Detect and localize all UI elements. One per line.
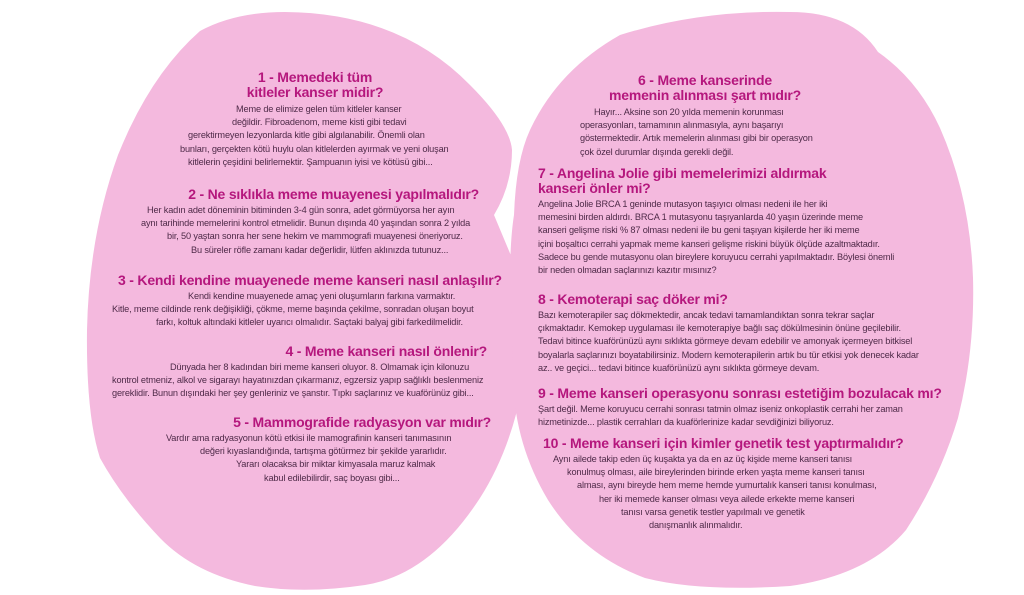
answer-8-line-2: çıkmaktadır. Kemokep uygulaması ile kemoterapiye bağlı saç dökülmesinin önüne geçilebilir. [538, 323, 901, 334]
answer-1-line-3: gerektirmeyen lezyonlarda kitle gibi algılanabilir. Önemli olan [188, 130, 425, 141]
answer-1 [170, 103, 460, 169]
answer-2 [135, 204, 485, 257]
qa-3 [112, 272, 502, 330]
question-3 [112, 272, 502, 288]
question-4-line-1: 4 - Meme kanseri nasıl önlenir? [285, 343, 487, 359]
answer-1-line-5: kitlelerin çeşidini belirlemektir. Şampuanın iyisi ve kötüsü gibi... [188, 156, 433, 167]
question-10 [543, 436, 933, 451]
answer-7-line-6: bir neden olmadan saçlarınızı kazıtır mısınız? [538, 265, 717, 276]
question-4 [112, 344, 497, 359]
answer-2-line-3: bir, 50 yaştan sonra her sene hekim ve mammografi muayenesi öneriyoruz. [167, 231, 463, 242]
question-5 [160, 415, 495, 430]
qa-10 [543, 436, 933, 532]
question-10-line-1: 10 - Meme kanseri için kimler genetik test yaptırmalıdır? [543, 435, 904, 451]
question-1-line-2: kitleler kanser midir? [246, 84, 384, 100]
answer-6 [580, 106, 830, 159]
answer-8-line-1: Bazı kemoterapiler saç dökmektedir, ancak tedavi tamamlandıktan sonra tekrar saçlar [538, 310, 875, 320]
answer-4-line-3: gereklidir. Bunun dışındaki her şey genleriniz ve şanstır. Tıpkı saçlarınız ve kuaförünüz gibi... [112, 388, 474, 399]
answer-8 [538, 309, 963, 375]
question-2 [135, 187, 485, 202]
answer-3-line-1: Kendi kendine muayenede amaç yeni oluşumların farkına varmaktır. [188, 291, 456, 301]
answer-7-line-4: içini boşaltıcı cerrahi yapmak meme kanseri gelişme riskini büyük ölçüde azaltmaktadır. [538, 238, 880, 249]
answer-1-line-2: değildir. Fibroadenom, meme kisti gibi tedavi [232, 117, 407, 128]
question-5-line-1: 5 - Mammografide radyasyon var mıdır? [233, 414, 491, 430]
question-7-line-1: 7 - Angelina Jolie gibi memelerimizi aldırmak [538, 165, 827, 181]
answer-5-line-1: Vardır ama radyasyonun kötü etkisi ile mamografinin kanseri tanımasının [166, 433, 452, 443]
answer-8-line-4: boyalarla saçlarınızı boyatabilirsiniz. Modern kemoterapilerin artık bu tür etkisi yok denecek kadar [538, 349, 919, 360]
answer-5-line-3: Yararı olacaksa bir miktar kimyasala maruz kalmak [236, 459, 436, 470]
question-7-line-2: kanseri önler mi? [538, 180, 651, 196]
answer-8-line-3: Tedavi bitince kuaförünüzü aynı sıklıkta görmeye devam edebilir ve amonyak içermeyen bitkisel [538, 336, 913, 347]
answer-1-line-4: bunları, gerçekten kötü huylu olan kitlelerden ayırmak ve yeni oluşan [180, 143, 449, 154]
question-1-line-1: 1 - Memedeki tüm [257, 69, 373, 85]
answer-10-line-2: konulmuş olması, aile bireylerinden birinde erken yaşta meme kanseri tanısı [567, 467, 865, 478]
question-6-line-1: 6 - Meme kanserinde [638, 72, 772, 88]
answer-1-line-1: Meme de elimize gelen tüm kitleler kanser [236, 104, 402, 114]
answer-3-line-3: farkı, koltuk altındaki kitleler uyarıcı olmalıdır. Saçtaki balyaj gibi farkedilmelidir. [156, 317, 463, 328]
answer-2-line-2: aynı tarihinde memelerini kontrol etmelidir. Bunun dışında 40 yaşından sonra 2 yılda [141, 218, 471, 229]
answer-6-line-1: Hayır... Aksine son 20 yılda memenin korunması [594, 107, 784, 117]
qa-5 [160, 415, 495, 485]
answer-6-line-3: göstermektedir. Artık memelerin alınması gibi bir operasyon [580, 133, 813, 144]
answer-6-line-4: çok özel durumlar dışında gerekli değil. [580, 146, 734, 157]
question-8-line-1: 8 - Kemoterapi saç döker mi? [538, 291, 728, 307]
question-2-line-1: 2 - Ne sıklıkla meme muayenesi yapılmalıdır? [188, 186, 479, 202]
answer-3 [112, 290, 492, 330]
question-6-line-2: memenin alınması şart mıdır? [608, 87, 802, 103]
answer-2-line-4: Bu süreler röfle zamanı kadar değerlidir, lütfen aklınızda tutunuz... [191, 244, 449, 255]
question-7 [538, 166, 958, 196]
answer-4-line-1: Dünyada her 8 kadından biri meme kanseri oluyor. 8. Olmamak için kilonuzu [170, 362, 470, 372]
answer-8-line-5: az.. ve geçici... tedavi bitince kuaförünüzü aynı sıklıkta görmeye devam. [538, 362, 820, 373]
answer-6-line-2: operasyonları, tamamının alınmasıyla, aynı başarıyı [580, 120, 784, 131]
answer-10-line-1: Aynı ailede takip eden üç kuşakta ya da en az üç kişide meme kanseri tanısı [553, 454, 853, 464]
qa-6 [580, 73, 830, 159]
answer-10-line-5: tanısı varsa genetik testler yapılmalı ve genetik [621, 506, 805, 517]
answer-5-line-4: kabul edilebilirdir, saç boyası gibi... [264, 472, 400, 483]
answer-4-line-2: kontrol etmeniz, alkol ve sigarayı hayatınızdan çıkarmanız, egzersiz yapıp sağlıklı beslenmeniz [112, 375, 484, 386]
answer-10-line-3: alması, aynı bireyde hem meme hemde yumurtalık kanseri tanısı konulması, [577, 480, 877, 491]
answer-9-line-1: Şart değil. Meme koruyucu cerrahi sonrası tatmin olmaz iseniz onkoplastik cerrahi her zaman [538, 404, 903, 414]
question-9 [538, 386, 963, 401]
qa-1 [170, 70, 460, 169]
question-9-line-1: 9 - Meme kanseri operasyonu sonrası estetiğim bozulacak mı? [538, 385, 942, 401]
question-8 [538, 292, 963, 307]
answer-7-line-5: Sadece bu gende mutasyonu olan bireylere koruyucu cerrahi yapılmaktadır. Böylesi önemli [538, 251, 895, 262]
answer-10 [543, 453, 933, 532]
answer-7-line-3: kanseri gelişme riski % 87 olması nedeni ile bu geni taşıyan kişilerde her iki meme [538, 225, 860, 236]
answer-2-line-1: Her kadın adet döneminin bitiminden 3-4 gün sonra, adet görmüyorsa her ayın [147, 205, 455, 215]
question-3-line-1: 3 - Kendi kendine muayenede meme kanseri nasıl anlaşılır? [118, 272, 502, 288]
answer-7-line-1: Angelina Jolie BRCA 1 geninde mutasyon taşıyıcı olması nedeni ile her iki [538, 199, 828, 209]
answer-3-line-2: Kitle, meme cildinde renk değişikliği, çökme, meme başında çekilme, sonradan oluşan boyut [112, 304, 474, 315]
answer-9 [538, 403, 963, 429]
qa-2 [135, 187, 485, 257]
qa-7 [538, 166, 958, 277]
answer-10-line-4: her iki memede kanser olması veya ailede erkekte meme kanseri [599, 493, 855, 504]
answer-5 [160, 432, 495, 485]
qa-8 [538, 292, 963, 375]
answer-7 [538, 198, 958, 277]
answer-9-line-2: hizmetinizde... plastik cerrahları da kuaförlerinize kadar sevdiğinizi biliyoruz. [538, 417, 834, 428]
answer-10-line-6: danışmanlık alınmalıdır. [649, 520, 743, 531]
answer-4 [112, 361, 497, 401]
answer-7-line-2: memesini birden aldırdı. BRCA 1 mutasyonu taşıyanlarda 40 yaşın üzerinde meme [538, 212, 863, 223]
question-1 [170, 70, 460, 100]
answer-5-line-2: değeri kıyaslandığında, tartışma götürmez bir şekilde yararlıdır. [200, 446, 447, 457]
question-6 [580, 73, 830, 103]
qa-4 [112, 344, 497, 401]
qa-9 [538, 386, 963, 429]
